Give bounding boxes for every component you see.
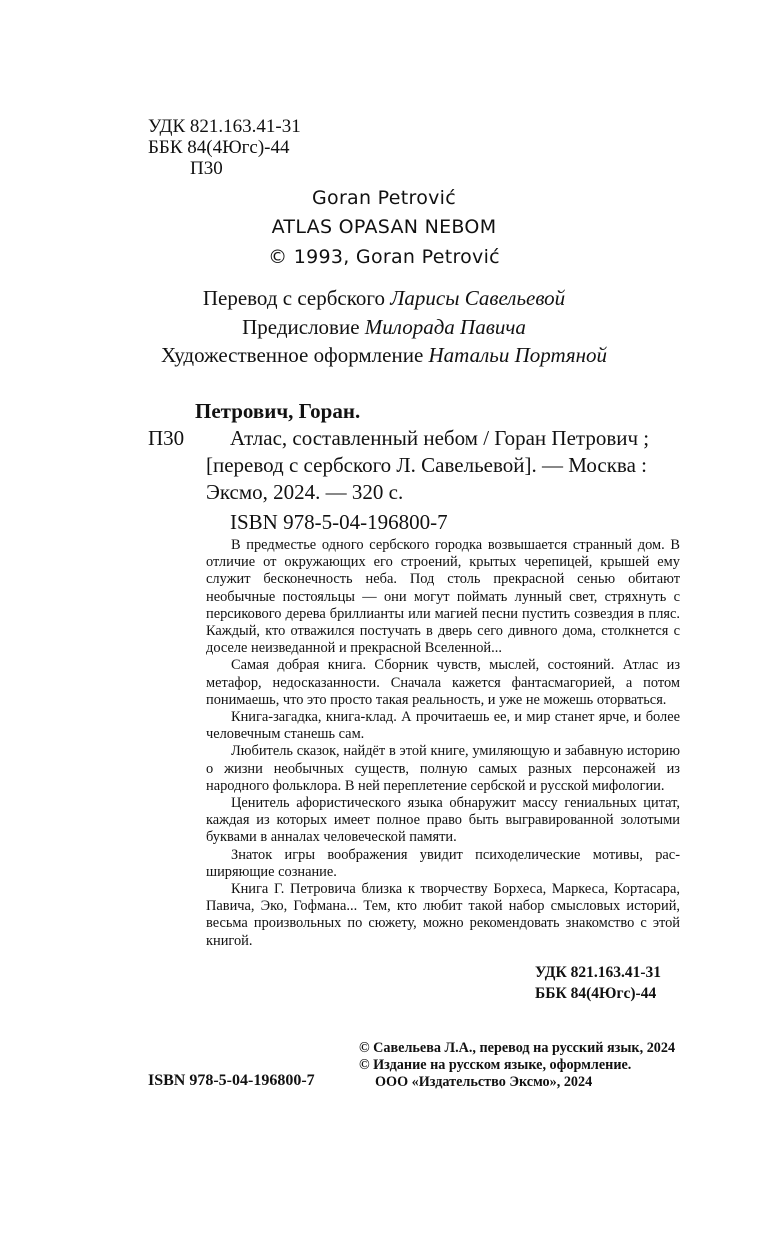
bib-isbn: ISBN 978-5-04-196800-7 xyxy=(230,510,448,534)
annotation-paragraph: Знаток игры воображения увидит психоделические мотивы, расширяющие сознание. xyxy=(206,846,680,880)
footer-bbk: ББК 84(4Югс)-44 xyxy=(535,985,657,1002)
copyright-translation: © Савельева Л.А., перевод на русский язык, 2024 xyxy=(359,1040,676,1056)
design-credit xyxy=(0,343,768,368)
isbn-bottom: ISBN 978-5-04-196800-7 xyxy=(148,1072,315,1089)
annotation-paragraph: Книга Г. Петровича близка к творчеству Борхеса, Маркеса, Кортасара, Павича, Эко, Гофмана... Тем, кто любит такой набор смысловых историй, весьма произвольных по сюжету, можно рекомендовать знакомство с этой книгой. xyxy=(206,881,680,949)
annotation-paragraph: Любитель сказок, найдёт в этой книге, умиляющую и забавную историю о жизни необычных существ, полную самых разных персонажей из народного фольклора. В ней переплетение сербской и русской мифологии. xyxy=(206,743,680,794)
translation-prefix: Перевод с сербского xyxy=(202,286,385,310)
original-copyright: © 1993, Goran Petrović xyxy=(268,246,500,268)
annotation-paragraph: Ценитель афористического языка обнаружит массу гениальных цитат, каждая из которых имеет полное право быть выгравированной золотыми буквами в анналах человеческой памяти. xyxy=(206,795,680,846)
foreword-prefix: Предисловие xyxy=(242,315,360,339)
copyright-publisher: ООО «Издательство Эксмо», 2024 xyxy=(375,1074,593,1090)
bib-heading: Петрович, Горан. xyxy=(195,399,361,423)
translation-credit xyxy=(0,286,768,311)
annotation-paragraph: Книга-загадка, книга-клад. А прочитаешь ее, и мир станет ярче, и более человечным станешь сам. xyxy=(206,709,680,743)
bib-line-1: Атлас, составленный небом / Горан Петрович ; xyxy=(230,426,650,450)
bbk-code: ББК 84(4Югс)-44 xyxy=(148,137,290,158)
bib-sign: П30 xyxy=(148,426,185,450)
annotation-paragraph: В предместье одного сербского городка возвышается странный дом. В отличие от окружающих его строений, крытых черепицей, крышей ему служит бесконечность неба. Под столь прекрасной сенью обитают необычные постояльцы — они могут поймать лунный свет, стряхнуть с персикового дерева бриллианты или магией песни пустить созвездия в пляс. Каждый, кто отважился постучать в дверь сего дивного дома, столкнется с доселе неизведанной и прекрасной Вселенной... xyxy=(206,537,680,657)
annotation xyxy=(206,537,680,950)
foreword-credit xyxy=(0,315,768,340)
footer-udk: УДК 821.163.41-31 xyxy=(535,964,661,981)
bib-line-2: [перевод с сербского Л. Савельевой]. — Москва : xyxy=(206,453,647,477)
udk-code: УДК 821.163.41-31 xyxy=(148,116,301,137)
design-prefix: Художественное оформление xyxy=(160,343,424,367)
original-author: Goran Petrović xyxy=(312,187,456,209)
designer-name: Натальи Портяной xyxy=(428,343,608,367)
bib-line-3: Эксмо, 2024. — 320 с. xyxy=(206,480,404,504)
translator-name: Ларисы Савельевой xyxy=(390,286,566,310)
original-title: ATLAS OPASAN NEBOM xyxy=(271,216,497,238)
copyright-edition: © Издание на русском языке, оформление. xyxy=(359,1057,632,1073)
annotation-paragraph: Самая добрая книга. Сборник чувств, мыслей, состояний. Атлас из метафор, недосказанности. Сначала кажется фантасмагорией, а потом понимаешь, что это просто такая реальность, и уже не можешь оторваться. xyxy=(206,657,680,708)
foreword-author: Милорада Павича xyxy=(364,315,526,339)
author-sign: П30 xyxy=(190,158,223,179)
